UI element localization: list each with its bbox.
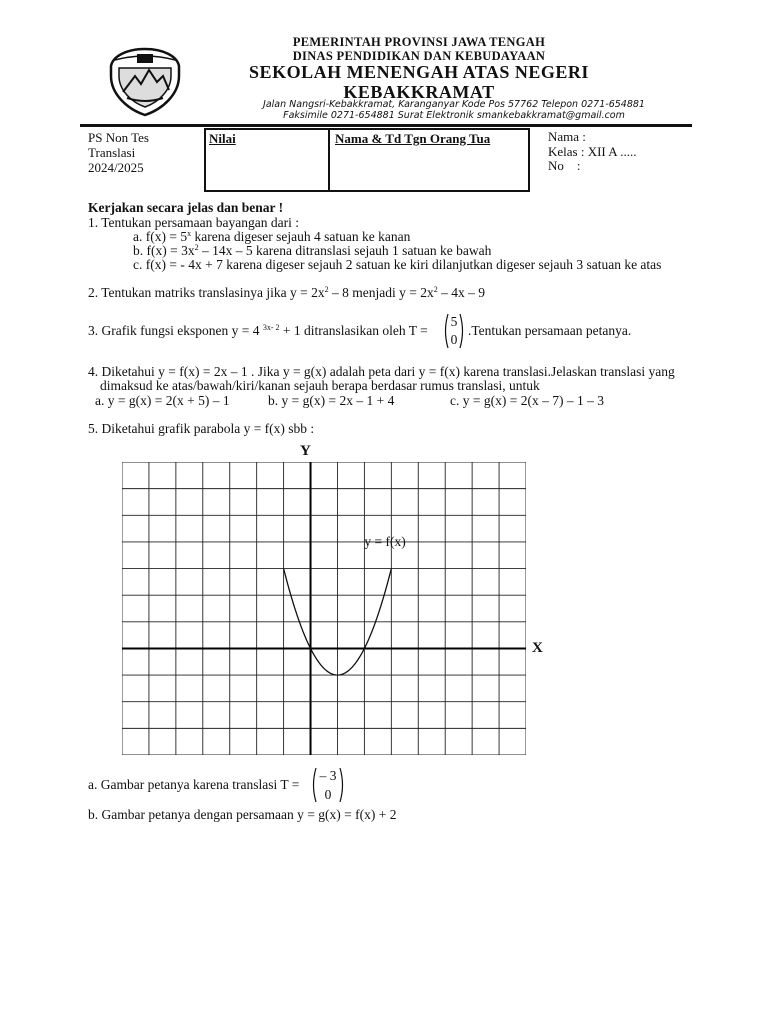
question-1a: a. $f(x) = 5^x$ karena digeser sejauh 4 satuan ke kanan <box>133 229 411 244</box>
question-5a-matrix <box>310 766 346 804</box>
school-location: KEBAKKRAMAT <box>343 82 495 102</box>
question-1b: b. $f(x) = 3x^2 - 14x - 5$ karena ditranslasi sejauh 1 satuan ke bawah <box>133 243 492 258</box>
student-number-field: No : <box>548 158 581 173</box>
question-4a: a. y = g(x) = 2(x + 5) – 1 <box>95 393 230 408</box>
header-line-2: DINAS PENDIDIKAN DAN KEBUDAYAAN <box>292 49 546 63</box>
grade-label: Nilai <box>209 131 236 146</box>
school-contact: Faksimile 0271-654881 Surat Elektronik smankebakkramat@gmail.com <box>283 110 625 121</box>
question-4b: b. y = g(x) = 2x – 1 + 4 <box>268 393 395 408</box>
header-line-1: PEMERINTAH PROVINSI JAWA TENGAH <box>292 35 546 49</box>
grid-lines <box>122 462 526 755</box>
question-4-line-1: 4. Diketahui y = f(x) = 2x – 1 . Jika y = g(x) adalah peta dari y = f(x) karena translasi.Jelaskan translasi yang <box>88 364 675 379</box>
test-info <box>88 130 149 175</box>
school-year: 2024/2025 <box>88 160 144 175</box>
test-topic: Translasi <box>88 145 136 160</box>
parabola-graph <box>122 462 526 755</box>
header-divider <box>80 124 692 127</box>
school-name: SEKOLAH MENENGAH ATAS NEGERI <box>249 62 589 82</box>
axes <box>122 462 526 755</box>
student-info <box>548 130 636 174</box>
question-3-end: .Tentukan persamaan petanya. <box>468 323 632 338</box>
question-5a-text: a. Gambar petanya karena translasi T = <box>88 777 300 792</box>
question-2: 2. Tentukan matriks translasinya jika $y = 2x^2 - 8$ menjadi $y = 2x^2 - 4x - 9$ <box>88 285 485 300</box>
question-3: 3. Grafik fungsi eksponen y = 4 $^{3x- 2}$ + 1 ditranslasikan oleh T = <box>88 323 428 338</box>
matrix-top: – 3 <box>319 768 337 783</box>
matrix-top: 5 <box>450 314 458 329</box>
test-type: PS Non Tes <box>88 130 149 145</box>
question-3-matrix <box>442 312 466 350</box>
curve-label: y = f(x) <box>364 533 406 549</box>
y-axis-label: Y <box>300 443 311 459</box>
student-name-field: Nama : <box>548 129 586 144</box>
instructions: Kerjakan secara jelas dan benar ! <box>88 200 284 215</box>
question-1-stem: 1. Tentukan persamaan bayangan dari : <box>88 215 299 230</box>
matrix-bottom: 0 <box>450 332 458 347</box>
matrix-bottom: 0 <box>324 787 332 802</box>
question-5b: b. Gambar petanya dengan persamaan y = g(x) = f(x) + 2 <box>88 807 397 822</box>
school-address: Jalan Nangsri-Kebakkramat, Karanganyar Kode Pos 57762 Telepon 0271-654881 <box>263 99 645 110</box>
question-1c: c. f(x) = - 4x + 7 karena digeser sejauh 2 satuan ke kiri dilanjutkan digeser sejauh 3 satuan ke atas <box>133 257 662 272</box>
question-4-line-2: dimaksud ke atas/bawah/kiri/kanan sejauh berapa berdasar rumus translasi, untuk <box>100 378 540 393</box>
question-4c: c. y = g(x) = 2(x – 7) – 1 – 3 <box>450 393 604 408</box>
student-class-field: Kelas : XII A ..... <box>548 143 637 159</box>
parent-signature-label: Nama & Td Tgn Orang Tua <box>335 131 491 146</box>
x-axis-label: X <box>532 640 543 656</box>
question-5-stem: 5. Diketahui grafik parabola y = f(x) sbb : <box>88 421 315 436</box>
